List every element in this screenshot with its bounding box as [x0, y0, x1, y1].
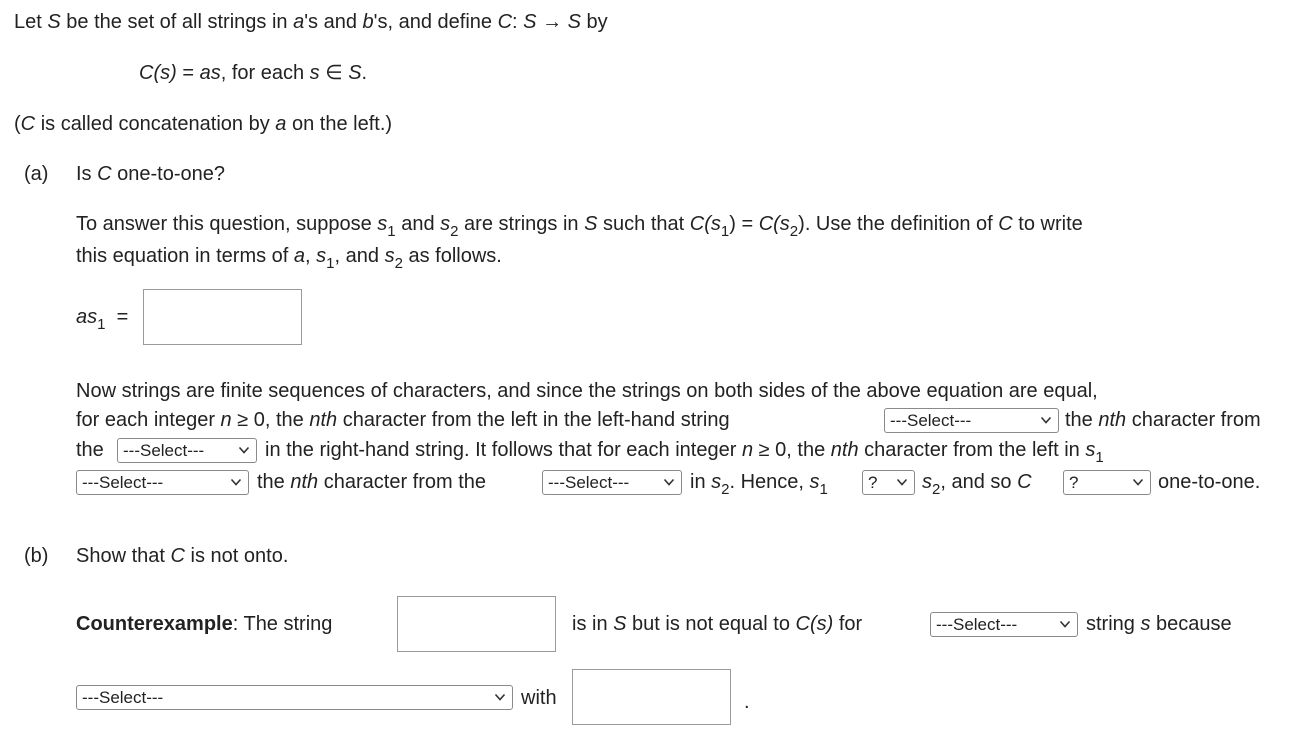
reason-select-value: ---Select--- — [82, 688, 164, 707]
chevron-down-icon — [1132, 476, 1144, 488]
explanation-line-1: Now strings are finite sequences of characters, and since the strings on both sides of the above equation are equal, — [76, 380, 1098, 402]
definition-line: C(s) = as, for each s ∈ S. — [139, 62, 368, 84]
chevron-down-icon — [238, 444, 250, 456]
part-a-paragraph-line-2: this equation in terms of a, $s_1$, and $s_2$ as follows. — [76, 245, 502, 272]
chevron-down-icon — [896, 476, 908, 488]
s1-s2-equality-select[interactable] — [862, 470, 915, 495]
s1-relation-select-value: ---Select--- — [82, 473, 164, 492]
chevron-down-icon — [1040, 414, 1052, 426]
s2-side-select[interactable] — [542, 470, 682, 495]
right-string-side-select-value: ---Select--- — [123, 441, 205, 460]
part-a-paragraph-line-1: To answer this question, suppose $s_1$ and $s_2$ are strings in S such that $C(s_1) = C(s_2)$. Use the definition of C to write — [76, 213, 1083, 240]
s2-side-select-value: ---Select--- — [548, 473, 630, 492]
concatenation-note: (C is called concatenation by a on the left.) — [14, 113, 393, 135]
explanation-line-4-c: $s_2$, and so C — [922, 471, 1032, 498]
chevron-down-icon — [230, 476, 242, 488]
string-quantifier-select[interactable] — [930, 612, 1078, 637]
counterexample-label: Counterexample: The string — [76, 613, 333, 635]
string-quantifier-select-value: ---Select--- — [936, 615, 1018, 634]
left-string-select-value: ---Select--- — [890, 411, 972, 430]
explanation-line-3-end: in the right-hand string. It follows that for each integer n ≥ 0, the nth character from the left in $s_1$ — [265, 439, 1104, 466]
explanation-line-3-start: the — [76, 439, 104, 461]
final-period: . — [744, 691, 750, 713]
right-string-side-select[interactable] — [117, 438, 257, 463]
chevron-down-icon — [1059, 618, 1071, 630]
as1-answer-input[interactable] — [143, 289, 302, 345]
part-a-question: Is C one-to-one? — [76, 163, 226, 185]
counterexample-string-input[interactable] — [397, 596, 556, 652]
part-a-label: (a) — [24, 163, 49, 185]
explanation-line-4-b: in $s_2$. Hence, $s_1$ — [690, 471, 828, 498]
left-string-select[interactable] — [884, 408, 1059, 433]
explanation-line-2-start: for each integer n ≥ 0, the nth character from the left in the left-hand string — [76, 409, 730, 431]
as1-label: $as_1$ = — [76, 306, 129, 333]
explanation-line-4-d: one-to-one. — [1158, 471, 1261, 493]
explanation-line-2-end: the nth character from — [1065, 409, 1261, 431]
s1-s2-equality-select-value: ? — [868, 473, 878, 492]
with-value-input[interactable] — [572, 669, 731, 725]
part-b-question: Show that C is not onto. — [76, 545, 289, 567]
part-b-label: (b) — [24, 545, 49, 567]
s1-relation-select[interactable] — [76, 470, 249, 495]
is-one-to-one-select-value: ? — [1069, 473, 1079, 492]
counterexample-middle-text: is in S but is not equal to C(s) for — [572, 613, 863, 635]
chevron-down-icon — [663, 476, 675, 488]
explanation-line-4-a: the nth character from the — [257, 471, 487, 493]
chevron-down-icon — [494, 691, 506, 703]
intro-line-1: Let S be the set of all strings in a's and b's, and define C: S → S by — [14, 11, 608, 33]
counterexample-tail-text: string s because — [1086, 613, 1232, 635]
is-one-to-one-select[interactable] — [1063, 470, 1151, 495]
with-label: with — [521, 687, 557, 709]
reason-select[interactable] — [76, 685, 513, 710]
